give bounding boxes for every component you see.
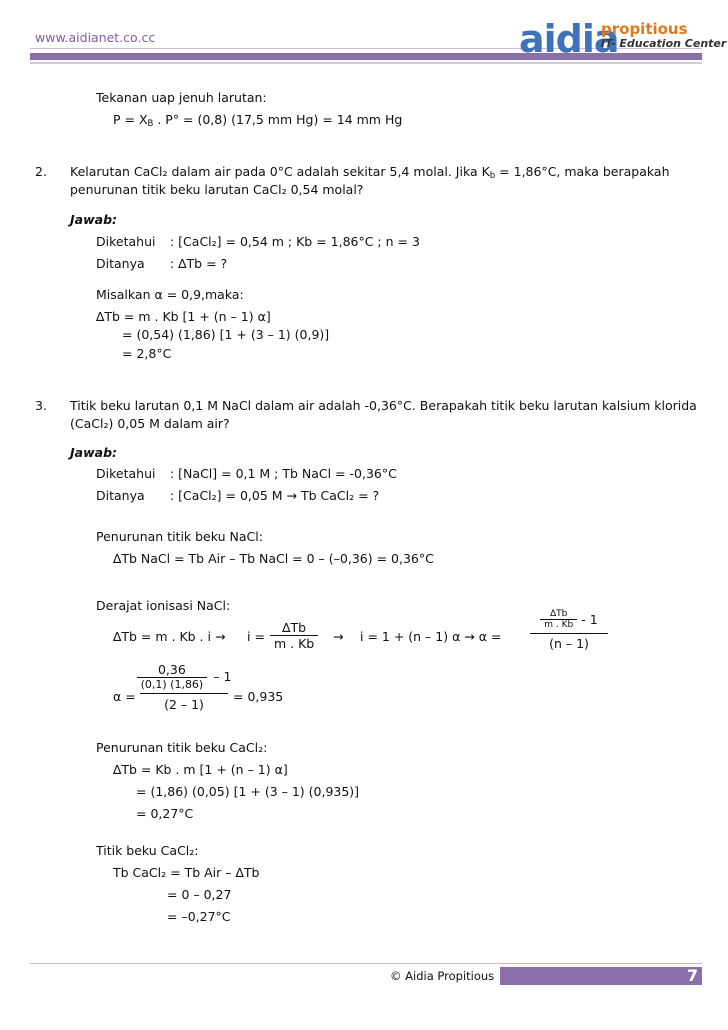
q3-alpha-inner-den: m . Kb	[544, 620, 574, 630]
q3-alpha-calc	[140, 662, 232, 712]
q3-jawab: Jawab:	[70, 445, 118, 460]
q2-step2: = (0,54) (1,86) [1 + (3 – 1) (0,9)]	[122, 327, 330, 342]
footer-copyright: © Aidia Propitious	[390, 969, 495, 983]
q2-jawab: Jawab:	[70, 212, 118, 227]
q3-alpha-frac	[530, 609, 608, 651]
header-bar-light	[30, 62, 702, 64]
footer-page-number	[665, 967, 702, 985]
q3-alpha-minus: - 1	[581, 612, 598, 627]
header-url[interactable]: www.aidianet.co.cc	[35, 30, 156, 45]
q3-titik-beku: Titik beku CaCl₂:	[96, 843, 199, 858]
q2-number: 2.	[35, 164, 47, 179]
q3-alpha-label: α =	[113, 689, 136, 704]
q2-diketahui-label: Diketahui	[96, 234, 156, 249]
q3-derajat-eq1: ∆Tb = m . Kb . i →	[113, 629, 226, 644]
q3-alpha-calc-inner	[137, 662, 208, 691]
q2-step3: = 2,8°C	[122, 346, 172, 361]
q3-titik-step2: = 0 – 0,27	[167, 887, 232, 902]
q3-line1: Titik beku larutan 0,1 M NaCl dalam air adalah -0,36°C. Berapakah titik beku larutan kalsium klorida	[70, 398, 697, 413]
q3-diketahui-label: Diketahui	[96, 466, 156, 481]
q3-cacl-step2: = (1,86) (0,05) [1 + (3 – 1) (0,935)]	[136, 784, 360, 799]
q3-frac-den: m . Kb	[274, 636, 315, 651]
logo-it-education: IT- Education Center	[601, 37, 727, 50]
q3-alpha-den: (n – 1)	[549, 636, 589, 651]
q3-penurunan-nacl-eq: ∆Tb NaCl = Tb Air – Tb NaCl = 0 – (–0,36) = 0,36°C	[113, 551, 434, 566]
tekanan-eq-b: . P° = (0,8) (17,5 mm Hg) = 14 mm Hg	[153, 112, 403, 127]
q2-step1: ∆Tb = m . Kb [1 + (n – 1) α]	[96, 309, 271, 324]
tekanan-equation	[113, 112, 402, 129]
q3-penurunan-cacl: Penurunan titik beku CaCl₂:	[96, 740, 268, 755]
q3-cacl-step3: = 0,27°C	[136, 806, 194, 821]
tekanan-eq-a: P = X	[113, 112, 148, 127]
q3-arrow2: →	[333, 629, 344, 644]
q3-diketahui-value: : [NaCl] = 0,1 M ; Tb NaCl = -0,36°C	[170, 466, 397, 481]
q3-derajat-eq2: i = 1 + (n – 1) α → α =	[360, 629, 502, 644]
page-number-text: 7	[686, 966, 698, 985]
q2-ditanya-label: Ditanya	[96, 256, 145, 271]
q2-diketahui-value: : [CaCl₂] = 0,54 m ; Kb = 1,86°C ; n = 3	[170, 234, 420, 249]
q2-line1-sub: b	[489, 171, 496, 181]
q3-ditanya-value: : [CaCl₂] = 0,05 M → Tb CaCl₂ = ?	[170, 488, 380, 503]
q3-alpha-result: = 0,935	[233, 689, 284, 704]
q3-alpha-top: 0,36	[137, 662, 208, 678]
q2-ditanya-value: : ∆Tb = ?	[170, 256, 228, 271]
footer-bar	[500, 967, 665, 985]
logo-propitious: propitious	[601, 20, 688, 38]
q2-line2: penurunan titik beku larutan CaCl₂ 0,54 molal?	[70, 182, 364, 197]
footer-divider	[30, 963, 702, 964]
q3-alpha-inner-num: ∆Tb	[540, 609, 577, 620]
q3-titik-step3: = –0,27°C	[167, 909, 231, 924]
q3-derajat-i: i =	[247, 629, 265, 644]
q2-line1	[70, 164, 670, 181]
q3-alpha-mid: (0,1) (1,86)	[140, 678, 204, 691]
q3-frac-num: ∆Tb	[270, 620, 318, 636]
q3-cacl-step1: ∆Tb = Kb . m [1 + (n – 1) α]	[113, 762, 288, 777]
q3-alpha-calc-minus: – 1	[213, 669, 232, 684]
q3-penurunan-nacl: Penurunan titik beku NaCl:	[96, 529, 263, 544]
q3-titik-step1: Tb CaCl₂ = Tb Air – ∆Tb	[113, 865, 260, 880]
q3-line2: (CaCl₂) 0,05 M dalam air?	[70, 416, 230, 431]
logo-word: aidia	[519, 17, 619, 61]
q2-misal: Misalkan α = 0,9,maka:	[96, 287, 244, 302]
q3-alpha-inner-frac	[540, 609, 577, 630]
tekanan-label: Tekanan uap jenuh larutan:	[96, 90, 267, 105]
q3-ditanya-label: Ditanya	[96, 488, 145, 503]
tekanan-eq-sub: B	[147, 119, 154, 129]
q3-alpha-calc-den: (2 – 1)	[164, 697, 204, 712]
q2-line1-end: = 1,86°C, maka berapakah	[495, 164, 670, 179]
q3-number: 3.	[35, 398, 47, 413]
logo-subtitle	[601, 21, 726, 50]
q2-line1-a: Kelarutan CaCl₂ dalam air pada 0°C adalah sekitar 5,4 molal. Jika K	[70, 164, 490, 179]
q3-derajat-frac	[270, 620, 318, 651]
q3-derajat: Derajat ionisasi NaCl:	[96, 598, 231, 613]
